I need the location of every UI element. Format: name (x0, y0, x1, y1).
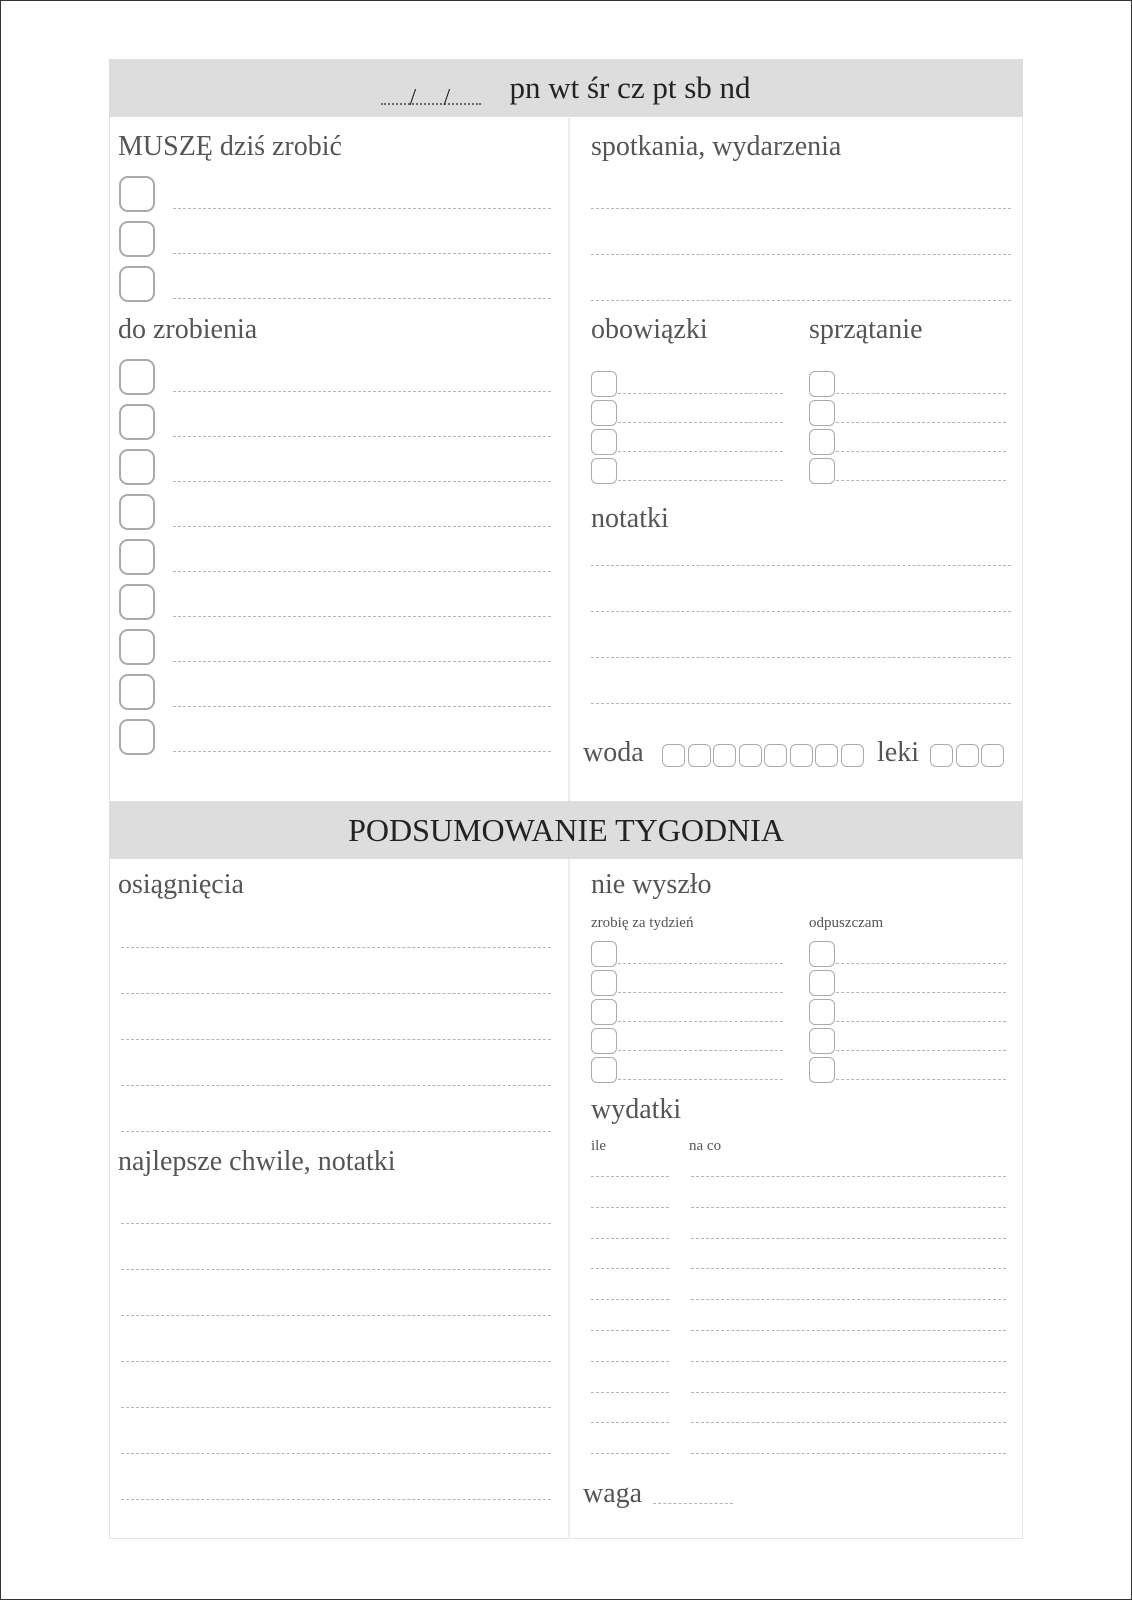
expenses-amount-header: ile (591, 1138, 606, 1154)
duties-line[interactable] (618, 422, 783, 423)
meds-checkbox[interactable] (956, 744, 979, 767)
to-do-line[interactable] (173, 436, 551, 437)
next-week-checkbox[interactable] (591, 1057, 617, 1083)
achievements-line[interactable] (121, 1085, 551, 1086)
to-do-line[interactable] (173, 571, 551, 572)
next-week-label: zrobię za tydzień (591, 915, 694, 931)
date-field[interactable] (381, 77, 481, 111)
expense-what-line[interactable] (691, 1392, 1006, 1393)
achievements-line[interactable] (121, 1131, 551, 1132)
next-week-line[interactable] (618, 1050, 783, 1051)
let-go-line[interactable] (836, 1021, 1006, 1022)
cleaning-checkbox[interactable] (809, 458, 835, 484)
must-do-checkbox[interactable] (119, 266, 155, 302)
best-moments-title: najlepsze chwile, notatki (118, 1146, 396, 1177)
duties-line[interactable] (618, 451, 783, 452)
meds-checkbox[interactable] (981, 744, 1004, 767)
to-do-line[interactable] (173, 526, 551, 527)
let-go-checkbox[interactable] (809, 970, 835, 996)
duties-checkbox[interactable] (591, 371, 617, 397)
not-done-title: nie wyszło (591, 869, 712, 900)
cleaning-line[interactable] (836, 422, 1006, 423)
notes-line[interactable] (591, 703, 1011, 704)
cleaning-checkbox[interactable] (809, 429, 835, 455)
expense-amount-line[interactable] (591, 1238, 669, 1239)
best-moments-line[interactable] (121, 1407, 551, 1408)
column-divider (568, 859, 570, 1539)
best-moments-line[interactable] (121, 1453, 551, 1454)
expense-what-line[interactable] (691, 1422, 1006, 1423)
expense-what-line[interactable] (691, 1268, 1006, 1269)
to-do-line[interactable] (173, 706, 551, 707)
must-do-checkbox[interactable] (119, 176, 155, 212)
weekdays[interactable]: pn wt śr cz pt sb nd (509, 70, 751, 105)
to-do-checkbox[interactable] (119, 404, 155, 440)
to-do-checkbox[interactable] (119, 449, 155, 485)
expense-amount-line[interactable] (591, 1207, 669, 1208)
next-week-checkbox[interactable] (591, 999, 617, 1025)
expense-amount-line[interactable] (591, 1330, 669, 1331)
to-do-checkbox[interactable] (119, 359, 155, 395)
expense-amount-line[interactable] (591, 1176, 669, 1177)
to-do-line[interactable] (173, 481, 551, 482)
weight-field[interactable] (653, 1503, 733, 1504)
expenses-what-header: na co (689, 1138, 722, 1154)
achievements-line[interactable] (121, 947, 551, 948)
next-week-checkbox[interactable] (591, 941, 617, 967)
to-do-line[interactable] (173, 616, 551, 617)
weight-label: waga (583, 1478, 643, 1509)
to-do-checkbox[interactable] (119, 629, 155, 665)
meds-checkbox[interactable] (930, 744, 953, 767)
best-moments-line[interactable] (121, 1361, 551, 1362)
notes-line[interactable] (591, 657, 1011, 658)
date-separator: / (409, 84, 417, 111)
cleaning-title: sprzątanie (809, 314, 923, 345)
expense-what-line[interactable] (691, 1207, 1006, 1208)
duties-title: obowiązki (591, 314, 708, 345)
notes-title: notatki (591, 503, 669, 534)
cleaning-line[interactable] (836, 451, 1006, 452)
achievements-line[interactable] (121, 993, 551, 994)
summary-header: PODSUMOWANIE TYGODNIA (109, 801, 1023, 859)
expense-what-line[interactable] (691, 1330, 1006, 1331)
meetings-line[interactable] (591, 254, 1011, 255)
cleaning-checkbox[interactable] (809, 371, 835, 397)
to-do-checkbox[interactable] (119, 584, 155, 620)
duties-line[interactable] (618, 393, 783, 394)
let-go-checkbox[interactable] (809, 1057, 835, 1083)
water-checkbox[interactable] (764, 744, 787, 767)
cleaning-checkbox[interactable] (809, 400, 835, 426)
water-label: woda (583, 737, 644, 768)
best-moments-line[interactable] (121, 1499, 551, 1500)
meetings-line[interactable] (591, 208, 1011, 209)
duties-checkbox[interactable] (591, 429, 617, 455)
duties-checkbox[interactable] (591, 400, 617, 426)
planner-frame (109, 59, 1023, 1539)
water-checkbox[interactable] (815, 744, 838, 767)
let-go-line[interactable] (836, 963, 1006, 964)
let-go-checkbox[interactable] (809, 999, 835, 1025)
meetings-title: spotkania, wydarzenia (591, 131, 842, 162)
let-go-checkbox[interactable] (809, 941, 835, 967)
to-do-checkbox[interactable] (119, 494, 155, 530)
expense-amount-line[interactable] (591, 1299, 669, 1300)
must-do-line[interactable] (173, 298, 551, 299)
duties-line[interactable] (618, 480, 783, 481)
let-go-line[interactable] (836, 1050, 1006, 1051)
must-do-line[interactable] (173, 253, 551, 254)
expenses-title: wydatki (591, 1094, 682, 1125)
water-checkbox[interactable] (790, 744, 813, 767)
to-do-checkbox[interactable] (119, 539, 155, 575)
must-do-line[interactable] (173, 208, 551, 209)
expense-amount-line[interactable] (591, 1268, 669, 1269)
water-checkbox[interactable] (713, 744, 736, 767)
to-do-line[interactable] (173, 751, 551, 752)
to-do-line[interactable] (173, 391, 551, 392)
expense-what-line[interactable] (691, 1361, 1006, 1362)
let-go-line[interactable] (836, 992, 1006, 993)
cleaning-line[interactable] (836, 393, 1006, 394)
expense-what-line[interactable] (691, 1299, 1006, 1300)
meetings-line[interactable] (591, 300, 1011, 301)
let-go-label: odpuszczam (809, 915, 884, 931)
column-divider (568, 118, 570, 801)
to-do-line[interactable] (173, 661, 551, 662)
best-moments-line[interactable] (121, 1315, 551, 1316)
meds-label: leki (877, 737, 919, 768)
expense-amount-line[interactable] (591, 1422, 669, 1423)
water-checkbox[interactable] (841, 744, 864, 767)
expense-amount-line[interactable] (591, 1453, 669, 1454)
must-do-checkbox[interactable] (119, 221, 155, 257)
achievements-line[interactable] (121, 1039, 551, 1040)
water-checkbox[interactable] (739, 744, 762, 767)
next-week-line[interactable] (618, 992, 783, 993)
water-checkbox[interactable] (662, 744, 685, 767)
best-moments-line[interactable] (121, 1223, 551, 1224)
let-go-checkbox[interactable] (809, 1028, 835, 1054)
date-header (109, 59, 1023, 117)
expense-what-line[interactable] (691, 1453, 1006, 1454)
to-do-title: do zrobienia (118, 314, 258, 345)
expense-what-line[interactable] (691, 1238, 1006, 1239)
expense-what-line[interactable] (691, 1176, 1006, 1177)
must-do-title: MUSZĘ dziś zrobić (118, 131, 342, 162)
achievements-title: osiągnięcia (118, 869, 244, 900)
cleaning-line[interactable] (836, 480, 1006, 481)
best-moments-line[interactable] (121, 1269, 551, 1270)
to-do-checkbox[interactable] (119, 719, 155, 755)
next-week-line[interactable] (618, 963, 783, 964)
notes-line[interactable] (591, 611, 1011, 612)
let-go-line[interactable] (836, 1079, 1006, 1080)
to-do-checkbox[interactable] (119, 674, 155, 710)
expense-amount-line[interactable] (591, 1392, 669, 1393)
next-week-line[interactable] (618, 1021, 783, 1022)
next-week-checkbox[interactable] (591, 970, 617, 996)
notes-line[interactable] (591, 565, 1011, 566)
duties-checkbox[interactable] (591, 458, 617, 484)
water-checkbox[interactable] (688, 744, 711, 767)
next-week-checkbox[interactable] (591, 1028, 617, 1054)
expense-amount-line[interactable] (591, 1361, 669, 1362)
next-week-line[interactable] (618, 1079, 783, 1080)
date-separator: / (443, 84, 451, 111)
